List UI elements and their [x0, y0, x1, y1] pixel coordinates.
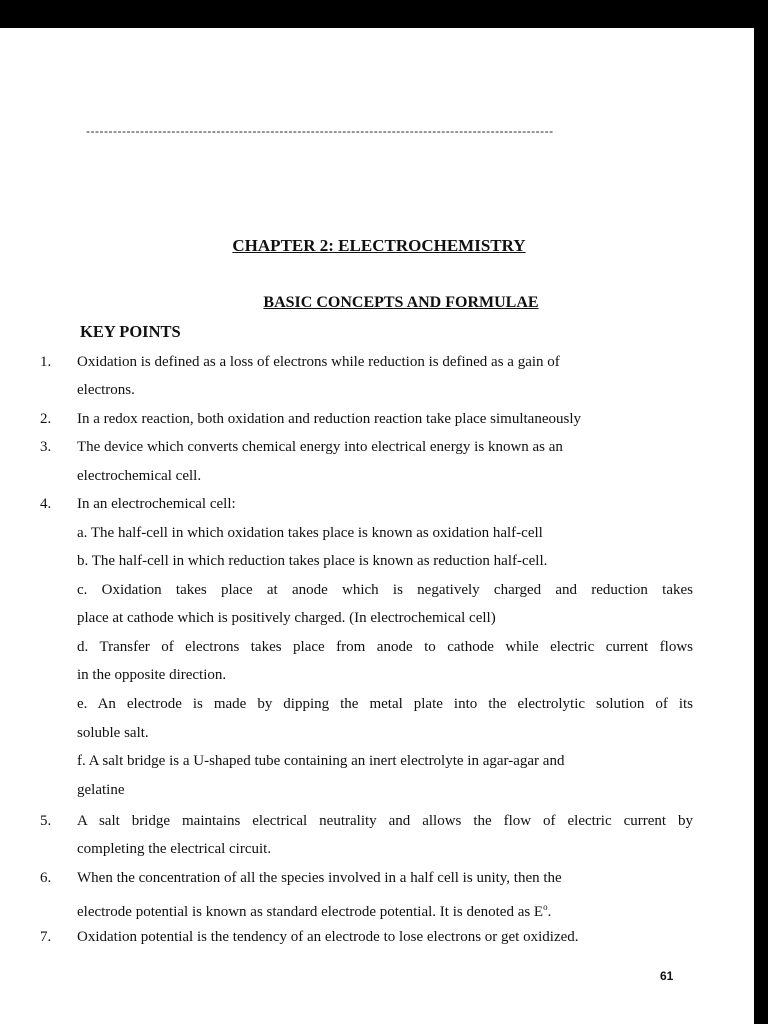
point-number: 3. [40, 439, 52, 455]
page-number: 61 [660, 969, 674, 983]
point-text: In a redox reaction, both oxidation and reduction reaction take place simultaneously [77, 411, 581, 427]
subpoint-text: in the opposite direction. [77, 667, 227, 683]
subpoint-text: e. An electrode is made by dipping the metal plate into the electrolytic solution of its [77, 696, 693, 712]
header-dashed-rule: -------------------------------------------------------------------------------------------------------- [86, 126, 554, 136]
subpoint-text: d. Transfer of electrons takes place from anode to cathode while electric current flows [77, 639, 693, 655]
point-text: When the concentration of all the species involved in a half cell is unity, then the [77, 870, 562, 886]
point-number: 7. [40, 929, 52, 945]
point-number: 5. [40, 813, 52, 829]
e-superscript: o [543, 902, 548, 912]
subpoint-text: c. Oxidation takes place at anode which is negatively charged and reduction takes [77, 582, 693, 598]
point-text: Oxidation is defined as a loss of electrons while reduction is defined as a gain of [77, 354, 560, 370]
point-text-main: electrode potential is known as standard electrode potential. It is denoted as E [77, 904, 544, 920]
e-suffix: . [547, 904, 552, 920]
subpoint-text: place at cathode which is positively charged. (In electrochemical cell) [77, 610, 496, 626]
point-text: The device which converts chemical energy into electrical energy is known as an [77, 439, 563, 455]
point-number: 6. [40, 870, 52, 886]
section-title: BASIC CONCEPTS AND FORMULAE [263, 294, 539, 311]
chapter-title: CHAPTER 2: ELECTROCHEMISTRY [232, 236, 526, 255]
subpoint-text: f. A salt bridge is a U-shaped tube containing an inert electrolyte in agar-agar and [77, 753, 565, 769]
subpoint-text: b. The half-cell in which reduction takes place is known as reduction half-cell. [77, 553, 548, 569]
point-text: Oxidation potential is the tendency of an electrode to lose electrons or get oxidized. [77, 929, 579, 945]
right-border [754, 0, 768, 1024]
point-text [77, 898, 551, 921]
point-text: A salt bridge maintains electrical neutrality and allows the flow of electric current by [77, 813, 693, 829]
point-number: 4. [40, 496, 52, 512]
point-text: electrochemical cell. [77, 468, 202, 484]
subpoint-text: gelatine [77, 782, 125, 798]
subpoint-text: soluble salt. [77, 725, 149, 741]
point-text: electrons. [77, 382, 135, 398]
point-number: 1. [40, 354, 52, 370]
point-text: In an electrochemical cell: [77, 496, 236, 512]
point-number: 2. [40, 411, 52, 427]
top-border [0, 0, 768, 28]
key-points-heading: KEY POINTS [80, 322, 181, 341]
subpoint-text: a. The half-cell in which oxidation takes place is known as oxidation half-cell [77, 525, 543, 541]
point-text: completing the electrical circuit. [77, 841, 272, 857]
